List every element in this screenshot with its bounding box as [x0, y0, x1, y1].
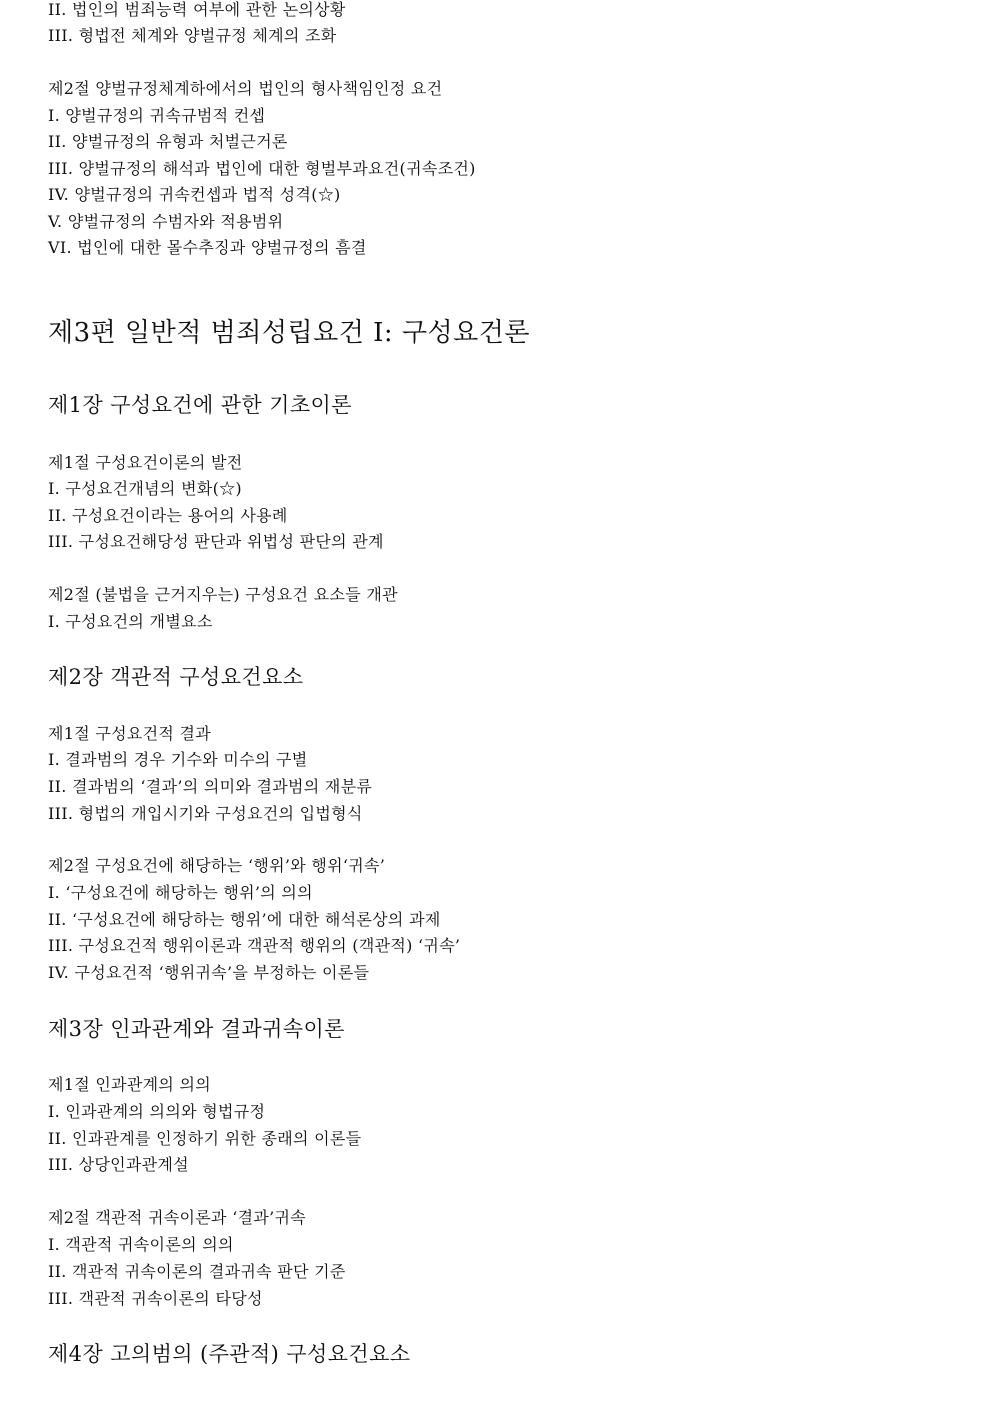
toc-item: I. 구성요건개념의 변화(☆): [48, 479, 242, 498]
chapter-heading: 제1장 구성요건에 관한 기초이론: [48, 393, 352, 417]
toc-item: IV. 구성요건적 ‘행위귀속’을 부정하는 이론들: [48, 963, 370, 982]
toc-item: II. ‘구성요건에 해당하는 행위’에 대한 해석론상의 과제: [48, 910, 441, 929]
toc-item: III. 양벌규정의 해석과 법인에 대한 형벌부과요건(귀속조건): [48, 159, 476, 178]
section-heading: 제2절 객관적 귀속이론과 ‘결과’귀속: [48, 1208, 306, 1227]
toc-item: I. 결과범의 경우 기수와 미수의 구별: [48, 750, 308, 769]
toc-item: III. 구성요건해당성 판단과 위법성 판단의 관계: [48, 532, 384, 551]
toc-item: III. 구성요건적 행위이론과 객관적 행위의 (객관적) ‘귀속’: [48, 936, 461, 955]
chapter-heading: 제4장 고의범의 (주관적) 구성요건요소: [48, 1342, 411, 1366]
chapter-heading: 제2장 객관적 구성요건요소: [48, 665, 304, 689]
section-heading: 제2절 (불법을 근거지우는) 구성요건 요소들 개관: [48, 585, 398, 604]
toc-item: II. 결과범의 ‘결과’의 의미와 결과범의 재분류: [48, 777, 373, 796]
toc-item: I. 인과관계의 의의와 형법규정: [48, 1102, 266, 1121]
toc-item: IV. 양벌규정의 귀속컨셉과 법적 성격(☆): [48, 185, 341, 204]
toc-item: II. 양벌규정의 유형과 처벌근거론: [48, 132, 288, 151]
toc-item: III. 객관적 귀속이론의 타당성: [48, 1289, 263, 1308]
toc-item: II. 객관적 귀속이론의 결과귀속 판단 기준: [48, 1262, 346, 1281]
section-heading: 제1절 구성요건이론의 발전: [48, 453, 243, 472]
toc-item: III. 형법전 체계와 양벌규정 체계의 조화: [48, 26, 337, 45]
toc-item: II. 법인의 범죄능력 여부에 관한 논의상황: [48, 0, 346, 19]
toc-item: VI. 법인에 대한 몰수추징과 양벌규정의 흠결: [48, 238, 367, 257]
section-heading: 제1절 구성요건적 결과: [48, 724, 212, 743]
toc-item: I. 양벌규정의 귀속규범적 컨셉: [48, 106, 266, 125]
toc-item: III. 상당인과관계설: [48, 1155, 189, 1174]
chapter-heading: 제3장 인과관계와 결과귀속이론: [48, 1017, 345, 1041]
toc-item: II. 인과관계를 인정하기 위한 종래의 이론들: [48, 1129, 362, 1148]
toc-item: II. 구성요건이라는 용어의 사용례: [48, 506, 288, 525]
part-heading: 제3편 일반적 범죄성립요건 I: 구성요건론: [48, 318, 530, 348]
toc-item: I. 객관적 귀속이론의 의의: [48, 1235, 234, 1254]
section-heading: 제2절 구성요건에 해당하는 ‘행위’와 행위‘귀속’: [48, 856, 386, 875]
section-heading: 제2절 양벌규정체계하에서의 법인의 형사책임인정 요건: [48, 79, 443, 98]
toc-item: III. 형법의 개입시기와 구성요건의 입법형식: [48, 804, 363, 823]
toc-item: I. ‘구성요건에 해당하는 행위’의 의의: [48, 883, 313, 902]
toc-item: I. 구성요건의 개별요소: [48, 612, 213, 631]
section-heading: 제1절 인과관계의 의의: [48, 1075, 212, 1094]
toc-item: V. 양벌규정의 수범자와 적용범위: [48, 212, 284, 231]
